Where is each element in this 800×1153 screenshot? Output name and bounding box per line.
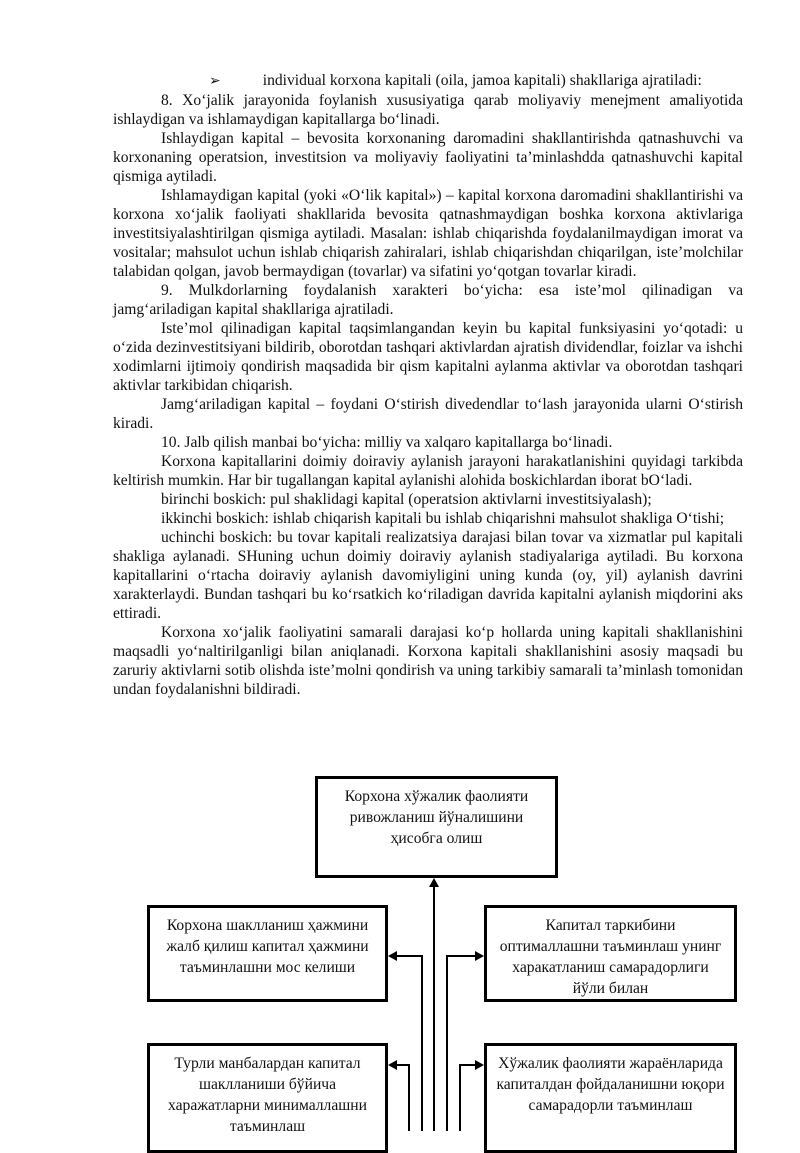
body-text xyxy=(113,71,743,699)
flow-line-mid-right-h xyxy=(447,955,475,957)
paragraph: birinchi boskich: pul shaklidagi kapital (operatsion aktivlarni investitsiyalash); xyxy=(161,491,652,508)
paragraph: 9. Mulkdorlarning foydalanish xarakteri boʻyicha: esa isteʼmol qilinadigan va jamgʻariladigan kapital shakllariga ajratiladi. xyxy=(113,282,743,318)
flow-line-mid-right-v xyxy=(446,955,448,1131)
paragraph: Ishlaydigan kapital – bevosita korxonaning daromadini shakllantirishda qatnashuvchi va korxonaning operatsion, investitsion va moliyaviy faoliyatini taʼminlashdda qatnashuvchi kapital qismiga aytiladi. xyxy=(113,130,743,185)
arrowhead-left-icon xyxy=(388,1060,397,1070)
paragraph: ikkinchi boskich: ishlab chiqarish kapitali bu ishlab chiqarishni mahsulot shakliga Oʻtishi; xyxy=(161,510,725,527)
flow-line-bottom-right-h xyxy=(459,1064,475,1066)
diagram-box-bottom-left: Турли манбалардан капитал шаклланиши бўйича харажатларни минималлашни таъминлаш xyxy=(147,1043,388,1153)
diagram-box-mid-left: Корхона шаклланиш ҳажмини жалб қилиш капитал ҳажмини таъминлашни мос келиши xyxy=(147,905,388,1002)
paragraph: 8. Xoʻjalik jarayonida foylanish xususiyatiga qarab moliyaviy menejment amaliyotida ishlaydigan va ishlamaydigan kapitallarga boʻlinadi. xyxy=(113,92,743,128)
paragraph: 10. Jalb qilish manbai boʻyicha: milliy va xalqaro kapitallarga boʻlinadi. xyxy=(161,434,613,451)
paragraph: Isteʼmol qilinadigan kapital taqsimlangandan keyin bu kapital funksiyasini yoʻqotadi: u oʻzida dezinvestitsiyani bildirib, oborotdan tashqari aktivlardan ajratish dividendlar, foizlar va ishchi xodimlarni ijtimoiy qondirish maqsadida bir qism kapitalni aylanma aktivlar va oborotdan tashqari aktivlar tarkibidan chiqarish. xyxy=(113,320,743,394)
diagram-box-top: Корхона хўжалик фаолияти ривожланиш йўналишини ҳисобга олиш xyxy=(315,776,558,878)
flow-line-bottom-right-v xyxy=(459,1064,461,1131)
flow-line-mid-left-h xyxy=(397,955,423,957)
flow-line-bottom-left-h xyxy=(397,1064,410,1066)
bullet-item-text: individual korxona kapitali (oila, jamoa kapitali) shakllariga ajratiladi: xyxy=(262,72,702,89)
flow-line-center xyxy=(433,886,435,1131)
flow-line-bottom-left-v xyxy=(408,1064,410,1131)
arrowhead-right-icon xyxy=(475,951,484,961)
paragraph: Ishlamaydigan kapital (yoki «Oʻlik kapital») – kapital korxona daromadini shakllantirishi va korxona xoʻjalik faoliyati shakllarida bevosita qatnashmaydigan boshka korxona aktivlariga investitsiyalashtirilgan qismiga aytiladi. Masalan: ishlab chiqarishda foydalanilmaydigan imorat va vositalar; mahsulot uchun ishlab chiqarish zahiralari, ishlab chiqarishdan chiqarilgan, isteʼmolchilar talabidan qolgan, javob bermaydigan (tovarlar) va sifatini yoʻqotgan tovarlar kiradi. xyxy=(113,187,743,280)
arrowhead-left-icon xyxy=(388,951,397,961)
flow-line-mid-left-v xyxy=(421,955,423,1131)
paragraph: uchinchi boskich: bu tovar kapitali realizatsiya darajasi bilan tovar va xizmatlar pul kapitali shakliga aylanadi. SHuning uchun doimiy doiraviy aylanish stadiyalariga aytiladi. Bu korxona kapitallarini oʻrtacha doiraviy aylanish davomiyligini uning kunda (oy, yil) aylanish davrini xarakterlaydi. Bundan tashqari bu koʻrsatkich koʻriladigan davrida kapitalni aylanish miqdorini aks ettiradi. xyxy=(113,529,743,622)
bullet-item xyxy=(113,71,743,91)
paragraph: Jamgʻariladigan kapital – foydani Oʻstirish divedendlar toʻlash jarayonida ularni Oʻstirish kiradi. xyxy=(113,396,743,432)
arrow-bullet-icon: ➢ xyxy=(209,74,221,89)
arrowhead-right-icon xyxy=(475,1060,484,1070)
paragraph: Korxona kapitallarini doimiy doiraviy aylanish jarayoni harakatlanishini quyidagi tarkibda keltirish mumkin. Har bir tugallangan kapital aylanishi alohida boskichlardan iborat bOʻladi. xyxy=(113,453,743,489)
paragraph: Korxona xoʻjalik faoliyatini samarali darajasi koʻp hollarda uning kapitali shakllanishini maqsadli yoʻnaltirilganligi bilan aniqlanadi. Korxona kapitali shakllanishini asosiy maqsadi bu zaruriy aktivlarni sotib olishda isteʼmolni qondirish va uning tarkibiy samarali taʼminlash tomonidan undan foydalanishni bildiradi. xyxy=(113,624,743,698)
diagram-box-bottom-right: Хўжалик фаолияти жараёнларида капиталдан фойдаланишни юқори самарадорли таъминлаш xyxy=(484,1043,737,1153)
diagram-box-mid-right: Капитал таркибини оптималлашни таъминлаш унинг харакатланиш самарадорлиги йўли билан xyxy=(484,905,737,1002)
arrowhead-up-icon xyxy=(429,878,439,887)
